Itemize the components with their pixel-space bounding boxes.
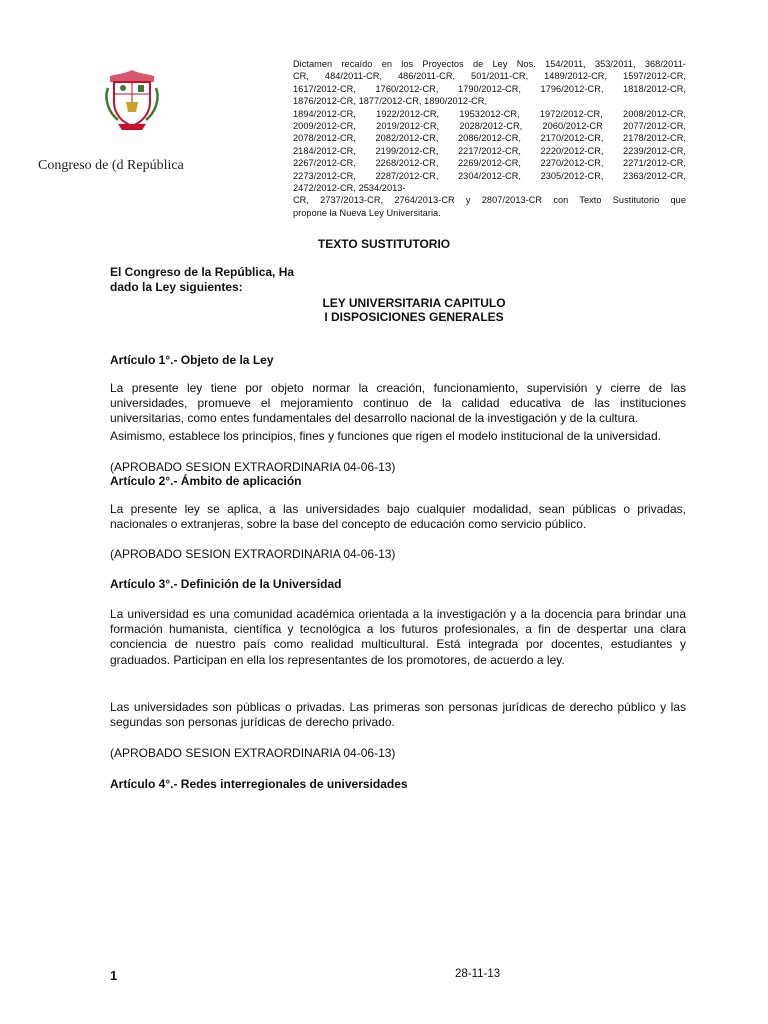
dictamen-line: 2267/2012-CR, 2268/2012-CR, 2269/2012-CR, 2270/2012-CR, 2271/2012-CR,	[293, 158, 686, 169]
article-3-paragraph-2: Las universidades son públicas o privadas. Las primeras son personas jurídicas de derecho público y las segundas son personas jurídicas de derecho privado.	[110, 700, 686, 730]
article-4-heading: Artículo 4°.- Redes interregionales de universidades	[110, 777, 408, 791]
footer-date: 28-11-13	[455, 968, 501, 980]
law-title-line-1: LEY UNIVERSITARIA CAPITULO	[322, 296, 506, 310]
dictamen-line: Dictamen recaído en los Proyectos de Ley Nos. 154/2011, 353/2011, 368/2011-	[293, 59, 686, 69]
article-1-heading: Artículo 1°.- Objeto de la Ley	[110, 353, 274, 367]
article-2-approval-note: (APROBADO SESION EXTRAORDINARIA 04-06-13)	[110, 547, 396, 561]
article-3-heading: Artículo 3°.- Definición de la Universidad	[110, 577, 342, 591]
article-1-approval-note: (APROBADO SESION EXTRAORDINARIA 04-06-13)	[110, 460, 396, 474]
dictamen-line: 1876/2012-CR, 1877/2012-CR, 1890/2012-CR,	[293, 96, 488, 107]
article-3-approval-note: (APROBADO SESION EXTRAORDINARIA 04-06-13)	[110, 746, 396, 760]
dictamen-line: 1617/2012-CR, 1760/2012-CR, 1790/2012-CR, 1796/2012-CR, 1818/2012-CR,	[293, 83, 686, 94]
dictamen-line: 2472/2012-CR, 2534/2013-	[293, 183, 406, 194]
coat-of-arms-icon	[104, 68, 160, 132]
dictamen-line: 2078/2012-CR, 2082/2012-CR, 2086/2012-CR, 2170/2012-CR, 2178/2012-CR,	[293, 133, 686, 144]
intro-line-1: El Congreso de la República, Ha	[110, 265, 295, 279]
dictamen-line: 2184/2012-CR, 2199/2012-CR, 2217/2012-CR, 2220/2012-CR, 2239/2012-CR,	[293, 145, 686, 156]
dictamen-line: propone la Nueva Ley Universitaria.	[293, 207, 441, 218]
law-title-line-2: I DISPOSICIONES GENERALES	[324, 310, 504, 324]
dictamen-line: CR, 484/2011-CR, 486/2011-CR, 501/2011-CR, 1489/2012-CR, 1597/2012-CR,	[293, 71, 686, 82]
congress-name: Congreso de (d República	[38, 158, 184, 173]
article-2-heading: Artículo 2°.- Ámbito de aplicación	[110, 474, 302, 488]
page-number: 1	[110, 968, 118, 983]
dictamen-line: CR, 2737/2013-CR, 2764/2013-CR y 2807/2013-CR con Texto Sustitutorio que	[293, 195, 686, 206]
article-1-paragraph: La presente ley tiene por objeto normar la creación, funcionamiento, supervisión y cierre de las universidades, promueve el mejoramiento continuo de la calidad educativa de las instituciones universitarias, como entes fundamentales del desarrollo nacional de la investigación y de la cultura.	[110, 381, 686, 426]
article-3-paragraph: La universidad es una comunidad académica orientada a la investigación y a la docencia para brindar una formación humanista, científica y tecnológica a los futuros profesionales, a fin de despertar una clara conciencia de nuestro país como realidad multicultural. Está integrada por docentes, estudiantes y graduados. Participan en ella los representantes de los promotores, de acuerdo a ley.	[110, 607, 686, 667]
dictamen-line: 2009/2012-CR, 2019/2012-CR, 2028/2012-CR, 2060/2012-CR 2077/2012-CR,	[293, 121, 686, 132]
article-2-paragraph: La presente ley se aplica, a las universidades bajo cualquier modalidad, sean públicas o privadas, nacionales o extranjeras, sobre la base del concepto de educación como servicio público.	[110, 502, 686, 532]
texto-sustitutorio-title: TEXTO SUSTITUTORIO	[317, 237, 451, 251]
dictamen-line: 1894/2012-CR, 1922/2012-CR, 19532012-CR, 1972/2012-CR, 2008/2012-CR,	[293, 108, 686, 119]
article-1-paragraph-2: Asimismo, establece los principios, fines y funciones que rigen el modelo institucional de la universidad.	[110, 429, 661, 443]
intro-line-2: dado la Ley siguientes:	[110, 280, 243, 294]
dictamen-block	[293, 58, 686, 219]
dictamen-line: 2273/2012-CR, 2287/2012-CR, 2304/2012-CR, 2305/2012-CR, 2363/2012-CR,	[293, 170, 686, 181]
